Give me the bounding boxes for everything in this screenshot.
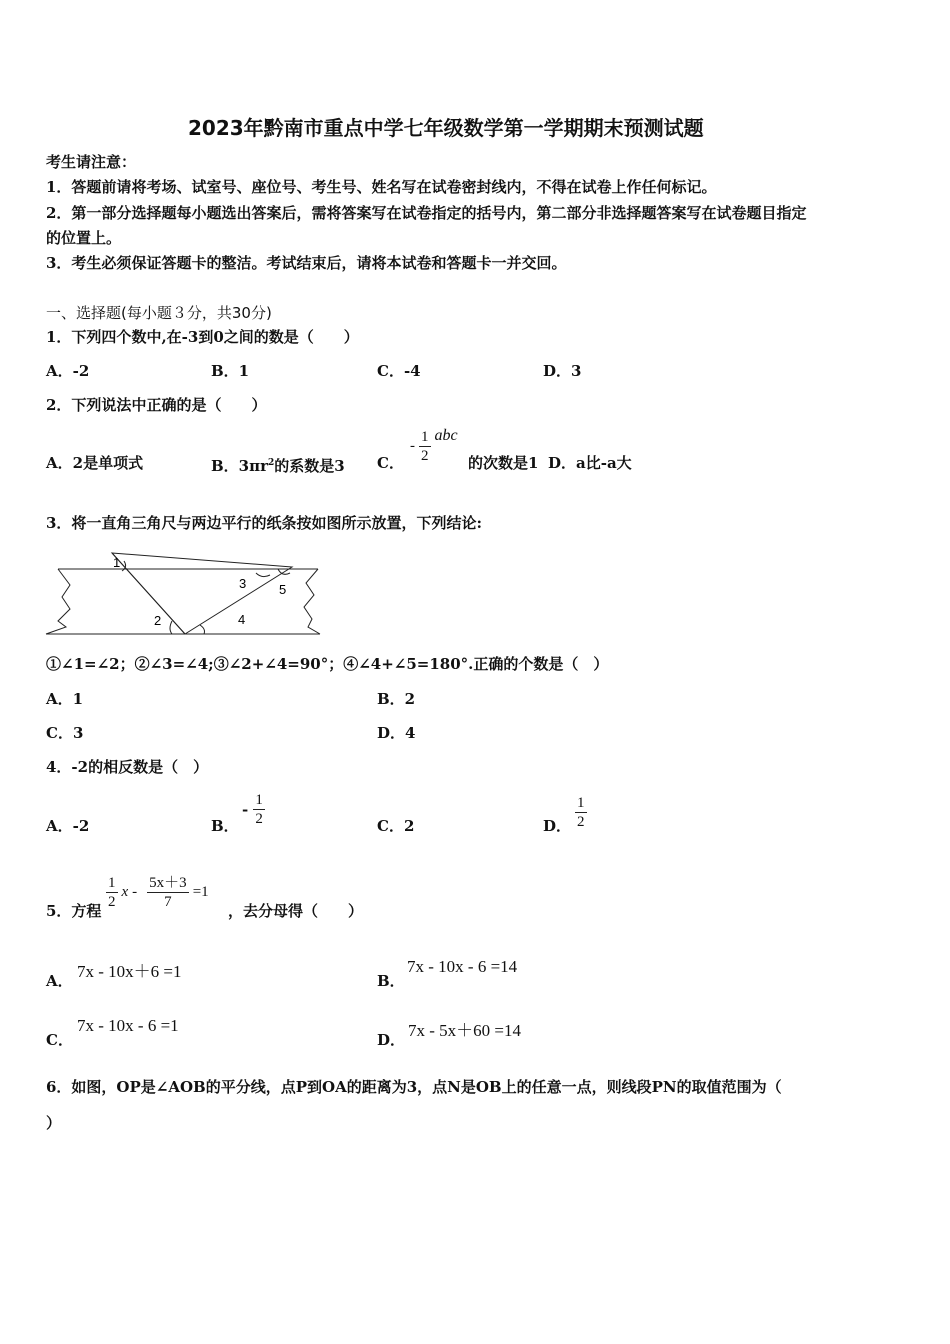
q4-option-b-denominator: 2 <box>255 811 263 827</box>
angle-1-label: 1 <box>113 555 121 570</box>
q4-option-d-denominator: 2 <box>577 814 585 830</box>
q3-option-b: B．2 <box>377 690 416 708</box>
q5-fraction-2-denominator: 7 <box>147 892 189 911</box>
q4-option-b-label: B． <box>211 817 239 835</box>
q4-option-a: A．-2 <box>46 817 90 835</box>
q5-minus: - <box>132 884 138 900</box>
q5-fraction-1 <box>106 874 118 911</box>
q4-option-b-fraction <box>253 791 265 828</box>
q6-stem: 6．如图，OP是∠AOB的平分线，点P到OA的距离为3，点N是OB上的任意一点，则线段PN的取值范围为（ <box>46 1078 782 1096</box>
strip-left-tear <box>46 569 70 634</box>
angle-5-label: 5 <box>279 582 287 597</box>
q3-stem: 3．将一直角三角尺与两边平行的纸条按如图所示放置，下列结论: <box>46 514 482 532</box>
section-heading: 一、选择题(每小题３分，共30分) <box>46 304 272 322</box>
q4-option-b-expression <box>242 791 265 828</box>
q3-option-a: A．1 <box>46 690 84 708</box>
q2-option-b-text: B．3πr <box>211 457 268 475</box>
q5-fraction-2 <box>147 874 189 911</box>
notice-heading: 考生请注意： <box>46 153 137 171</box>
q5-option-d-label: D． <box>377 1031 406 1049</box>
q3-option-d: D．4 <box>377 724 416 742</box>
q5-equals: =1 <box>192 884 209 900</box>
q5-variable: x <box>121 884 129 900</box>
q5-prefix: 5．方程 <box>46 902 102 920</box>
q2-option-d: D．a比-a大 <box>548 454 632 472</box>
q2-option-b-exponent: 2 <box>268 458 275 468</box>
q5-option-b-expression: 7x - 10x - 6 =14 <box>407 957 518 976</box>
angle-2-arc <box>170 621 172 634</box>
q4-option-d-fraction <box>575 794 587 831</box>
angle-4-arc <box>200 625 205 634</box>
q2-option-c-expression <box>410 428 458 465</box>
q3-option-c: C．3 <box>46 724 84 742</box>
q2-option-b <box>211 453 345 476</box>
q5-equation <box>106 874 209 911</box>
q2-option-a: A．2是单项式 <box>46 454 144 472</box>
q5-option-d-expression: 7x - 5x＋60 =14 <box>408 1021 521 1040</box>
notice-item-2-cont: 的位置上。 <box>46 229 122 247</box>
q5-option-b-label: B． <box>377 972 405 990</box>
q5-option-a-label: A． <box>46 972 73 990</box>
q4-option-c: C．2 <box>377 817 415 835</box>
q1-option-a: A．-2 <box>46 362 90 380</box>
q2-option-c-tail: 的次数是1 <box>468 454 539 472</box>
q5-suffix: ，去分母得（ ） <box>228 902 364 920</box>
q5-option-a-expression: 7x - 10x＋6 =1 <box>77 962 182 981</box>
q1-option-d: D．3 <box>543 362 582 380</box>
q2-stem: 2．下列说法中正确的是（ ） <box>46 396 267 414</box>
q3-figure <box>40 545 330 645</box>
q5-fraction-1-denominator: 2 <box>108 894 116 910</box>
q4-option-d-numerator: 1 <box>577 795 585 811</box>
q1-option-b: B．1 <box>211 362 250 380</box>
q5-fraction-2-numerator: 5x＋3 <box>149 875 187 891</box>
q2-option-c-sign: - <box>410 438 415 454</box>
triangle-ruler <box>112 553 292 634</box>
notice-item-1: 1．答题前请将考场、试室号、座位号、考生号、姓名写在试卷密封线内，不得在试卷上作任何标记。 <box>46 178 717 196</box>
q2-option-c-denominator: 2 <box>421 448 429 464</box>
q2-option-c-variable: abc <box>434 427 458 445</box>
q4-option-d-label: D． <box>543 817 572 835</box>
notice-item-3: 3．考生必须保证答题卡的整洁。考试结束后，请将本试卷和答题卡一并交回。 <box>46 254 567 272</box>
page-title: 2023年黔南市重点中学七年级数学第一学期期末预测试题 <box>188 116 704 140</box>
q6-stem-continued: ） <box>46 1114 62 1132</box>
q5-fraction-1-numerator: 1 <box>108 875 116 891</box>
q5-option-c-label: C． <box>46 1031 73 1049</box>
angle-4-label: 4 <box>238 612 246 627</box>
q1-stem: 1．下列四个数中,在-3到0之间的数是（ ） <box>46 328 359 346</box>
q2-option-c-label: C． <box>377 454 404 472</box>
q2-option-b-tail: 的系数是3 <box>274 457 345 475</box>
q4-option-d-expression <box>575 794 587 831</box>
angle-2-label: 2 <box>154 613 162 628</box>
q4-option-b-numerator: 1 <box>255 792 263 808</box>
q1-option-c: C．-4 <box>377 362 421 380</box>
q2-option-c-numerator: 1 <box>421 429 429 445</box>
angle-3-label: 3 <box>239 576 247 591</box>
angle-3-arc <box>256 573 270 577</box>
q4-option-b-sign: - <box>242 800 249 819</box>
q4-stem: 4．-2的相反数是（ ） <box>46 758 209 776</box>
strip-right-tear <box>304 569 320 634</box>
triangle-leg <box>112 553 185 634</box>
notice-item-2: 2．第一部分选择题每小题选出答案后，需将答案写在试卷指定的括号内，第二部分非选择题答案写在试卷题目指定 <box>46 204 807 222</box>
q2-option-c-fraction <box>419 428 431 465</box>
q3-conclusions: ①∠1=∠2；②∠3=∠4;③∠2+∠4=90°；④∠4+∠5=180°.正确的个数是（ ） <box>46 655 609 673</box>
q5-option-c-expression: 7x - 10x - 6 =1 <box>77 1016 179 1035</box>
